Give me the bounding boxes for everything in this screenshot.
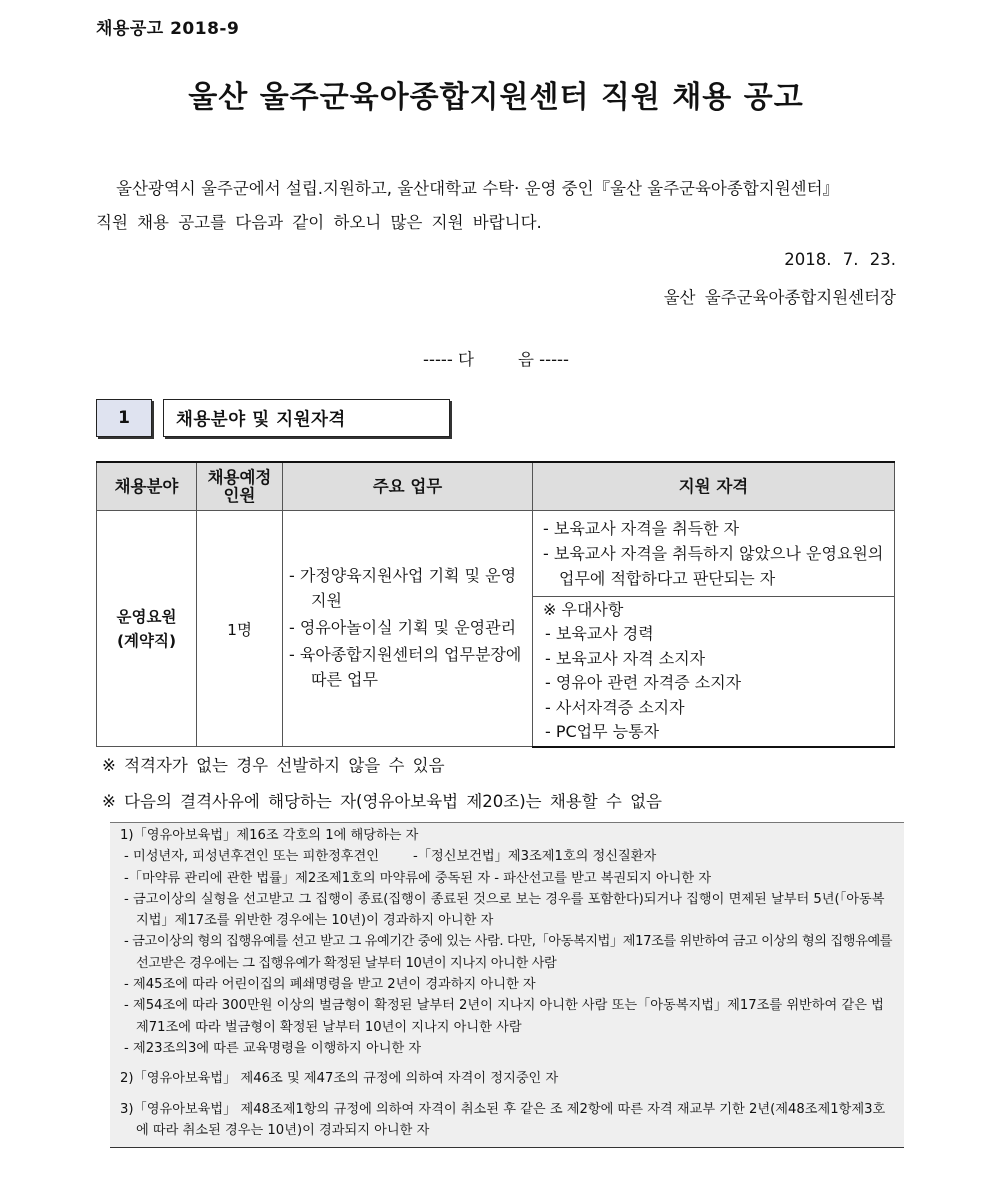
disq-item-1a-right: -「정신보건법」제3조제1호의 정신질환자 [413, 849, 657, 865]
disq-item-1g: - 제23조의3에 따른 교육명령을 이행하지 아니한 자 [124, 1040, 422, 1056]
header-qualifications: 지원 자격 [533, 462, 895, 511]
header-field: 채용분야 [97, 462, 197, 511]
field-name: 운영요원 [116, 607, 177, 626]
disq-item-3: 3)「영유아보육법」 제48조제1항의 규정에 의하여 자격이 취소된 후 같은 조 제2항에 따른 자격 재교부 기한 2년(제48조제1항제3호에 따라 취소된 경우는 10년)이 경과되지 아니한 자 [120, 1101, 886, 1138]
notice-number: 채용공고 2018-9 [96, 19, 240, 39]
recruitment-table [96, 461, 895, 748]
disq-item-1b: -「마약류 관리에 관한 법률」제2조제1호의 마약류에 중독된 자 - 파산선고를 받고 복권되지 아니한 자 [124, 870, 712, 886]
field-type: (계약직) [116, 631, 177, 650]
qualification-item: - 보육교사 자격을 취득한 자 [543, 519, 740, 538]
preference-title: ※ 우대사항 [543, 599, 624, 619]
table-header-row [97, 462, 895, 511]
divider-heading [0, 346, 992, 370]
qualification-item: - 보육교사 자격을 취득하지 않았으나 운영요원의 업무에 적합하다고 판단되는 자 [543, 544, 884, 588]
organization-name: 울산 울주군육아종합지원센터장 [663, 288, 896, 307]
document-title: 울산 울주군육아종합지원센터 직원 채용 공고 [188, 80, 804, 115]
field-cell [97, 511, 197, 747]
preference-item: - 보육교사 경력 [545, 624, 654, 644]
disqualification-box [110, 822, 904, 1148]
notice-date: 2018. 7. 23. [784, 250, 896, 269]
preference-item: - 영유아 관련 자격증 소지자 [545, 673, 742, 693]
duties-cell [283, 511, 533, 747]
section-number-box: 1 [96, 399, 152, 437]
divider-right: 음 ----- [518, 350, 569, 369]
duty-item: - 영유아놀이실 기획 및 운영관리 [289, 618, 517, 637]
intro-line-2: 직원 채용 공고를 다음과 같이 하오니 많은 지원 바랍니다. [96, 213, 542, 232]
note-disqualification: ※ 다음의 결격사유에 해당하는 자(영유아보육법 제20조)는 채용할 수 없음 [102, 792, 662, 811]
table-row [97, 511, 895, 597]
disq-item-1-title: 1)「영유아보육법」제16조 각호의 1에 해당하는 자 [120, 828, 419, 843]
count-cell: 1명 [197, 511, 283, 747]
disq-item-1a [120, 846, 896, 867]
preference-item: - 사서자격증 소지자 [545, 697, 685, 717]
intro-line-1: 울산광역시 울주군에서 설립.지원하고, 울산대학교 수탁· 운영 중인『울산 울주군육아종합지원센터』 [116, 179, 840, 198]
note-no-candidate: ※ 적격자가 없는 경우 선발하지 않을 수 있음 [102, 756, 445, 775]
qualifications-cell [533, 511, 895, 597]
disq-item-1d: - 금고이상의 형의 집행유예를 선고 받고 그 유예기간 중에 있는 사람. 다만,「아동복지법」제17조를 위반하여 금고 이상의 형의 집행유예를 선고받은 경우에는 그 집행유예가 확정된 날부터 10년이 지나지 아니한 사람 [124, 934, 893, 971]
disq-item-2: 2)「영유아보육법」 제46조 및 제47조의 규정에 의하여 자격이 정지중인 자 [120, 1071, 559, 1087]
section-title-box: 채용분야 및 지원자격 [163, 399, 450, 437]
disq-item-1f: - 제54조에 따라 300만원 이상의 벌금형이 확정된 날부터 2년이 지나지 아니한 사람 또는「아동복지법」제17조를 위반하여 같은 법 제71조에 따라 벌금형이 확정된 날부터 10년이 지나지 아니한 사람 [124, 998, 884, 1035]
preferences-cell [533, 597, 895, 747]
preference-item: - 보육교사 자격 소지자 [545, 648, 706, 668]
duty-item: - 육아종합지원센터의 업무분장에 따른 업무 [289, 645, 522, 689]
disq-item-1e: - 제45조에 따라 어린이집의 폐쇄명령을 받고 2년이 경과하지 아니한 자 [124, 977, 536, 993]
header-duties: 주요 업무 [283, 462, 533, 511]
disq-item-1c: - 금고이상의 실형을 선고받고 그 집행이 종료(집행이 종료된 것으로 보는 경우를 포함한다)되거나 집행이 면제된 날부터 5년(「아동복지법」제17조를 위반한 경우에는 10년)이 경과하지 아니한 자 [124, 891, 885, 929]
header-count: 채용예정 인원 [197, 462, 283, 511]
duty-item: - 가정양육지원사업 기획 및 운영지원 [289, 566, 517, 610]
disq-item-1a-left: - 미성년자, 피성년후견인 또는 피한정후견인 [124, 849, 380, 865]
divider-left: ----- 다 [423, 350, 474, 369]
intro-paragraph [96, 172, 896, 240]
preference-item: - PC업무 능통자 [545, 722, 660, 742]
